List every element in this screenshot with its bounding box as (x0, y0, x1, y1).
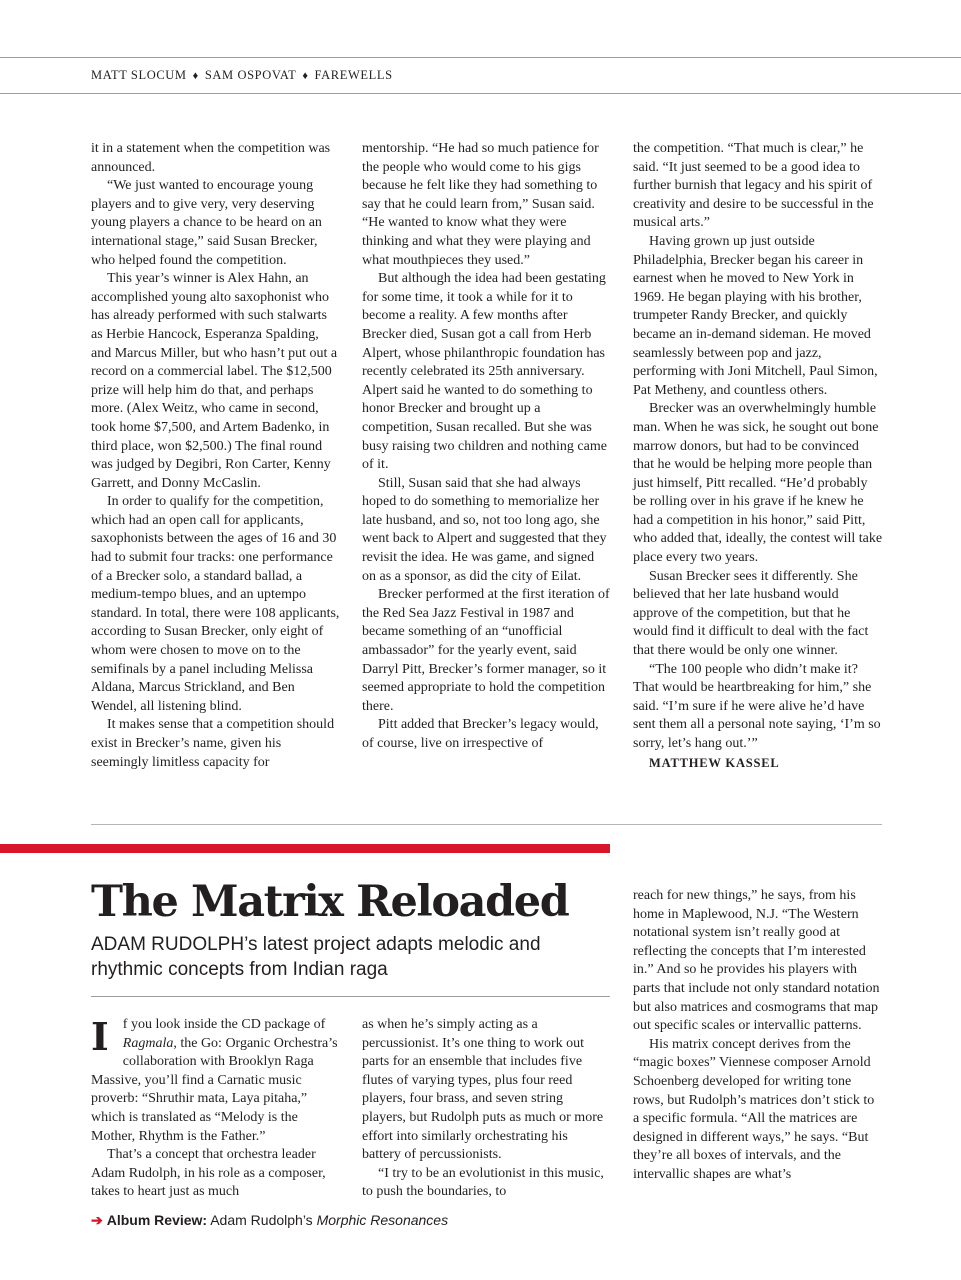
paragraph: Having grown up just outside Philadelphia, Brecker began his career in earnest when he moved to New York in 1969. He began playing with his brother, trumpeter Randy Brecker, and quickly became an in-demand sideman. He moved seamlessly between pop and jazz, performing with Joni Mitchell, Paul Simon, Pat Metheny, and countless others. (633, 233, 878, 398)
header-rule (0, 93, 961, 94)
lead-text: f you look inside the CD package of (122, 1017, 326, 1032)
top-rule (0, 57, 961, 58)
diamond-separator-icon: ♦ (192, 70, 199, 82)
drop-cap: I (91, 1014, 109, 1059)
paragraph: “We just wanted to encourage young players and to give very, very deserving young players a chance to be heard on an international stage,” said Susan Brecker, who helped found the competition. (91, 178, 322, 268)
paragraph: mentorship. “He had so much patience for the people who would come to his gigs because he felt like they had something to say that he could learn from,” Susan said. “He wanted to know what they were thinking and what they were playing and what mouthpieces they used.” (362, 141, 599, 268)
diamond-separator-icon: ♦ (302, 70, 309, 82)
paragraph: That’s a concept that orchestra leader Adam Rudolph, in his role as a composer, takes to heart just as much (91, 1147, 326, 1200)
story2-column-2 (362, 1016, 610, 1202)
accent-bar (0, 844, 610, 853)
deck: ADAM RUDOLPH’s latest project adapts melodic and rhythmic concepts from Indian raga (91, 934, 541, 980)
lead-paragraph (91, 1016, 341, 1146)
paragraph: “I try to be an evolutionist in this music, to push the boundaries, to (362, 1165, 604, 1200)
paragraph: Brecker was an overwhelmingly humble man. When he was sick, he sought out bone marrow donors, but had to be convinced that he would be helping more people than just himself, Pitt recalled. “He’d probably be rolling over in his grave if he knew he had a competition in his honor,” said Pitt, who added that, ideally, the contest will take place every two years. (633, 401, 883, 566)
album-review-text: Adam Rudolph’s (207, 1212, 317, 1228)
section-divider (91, 824, 882, 825)
paragraph: the competition. “That much is clear,” he said. “It just seemed to be a good idea to further burnish that legacy and his spirit of creativity and desire to be successful in the musical arts.” (633, 141, 874, 231)
paragraph: Brecker performed at the first iteration of the Red Sea Jazz Festival in 1987 and became something of an “unofficial ambassador” for the yearly event, said Darryl Pitt, Brecker’s former manager, so it seemed appropriate to hold the competition there. (362, 587, 610, 714)
running-head-item: SAM OSPOVAT (204, 68, 297, 82)
album-review-reference (91, 1212, 448, 1229)
headline: The Matrix Reloaded (91, 877, 569, 927)
story1-column-2 (362, 140, 610, 754)
paragraph: His matrix concept derives from the “magic boxes” Viennese composer Arnold Schoenberg developed for writing tone rows, but Rudolph’s matrices don’t stick to a specific formula. “All the matrices are designed in different ways,” he says. “But they’re all boxes of intervals, and the intervallic shapes are what’s (633, 1036, 875, 1182)
paragraph: This year’s winner is Alex Hahn, an accomplished young alto saxophonist who has already performed with such stalwarts as Herbie Hancock, Esperanza Spalding, and Marcus Miller, but who hasn’t put out a record on a commercial label. The $12,500 prize will help him do that, and perhaps more. (Alex Weitz, who came in second, took home $7,500, and Artem Badenko, in third place, won $2,500.) The final round was judged by Degibri, Ron Carter, Kenny Garrett, and Donny McCaslin. (91, 271, 338, 491)
arrow-right-icon: ➔ (91, 1212, 103, 1228)
running-head-item: FAREWELLS (314, 68, 393, 82)
story2-column-1 (91, 1016, 341, 1202)
paragraph: “The 100 people who didn’t make it? That would be heartbreaking for him,” she said. “I’m sure if he were alive he’d have sent them all a personal note saying, ‘I’m so sorry, let’s hang out.’” (633, 661, 881, 751)
paragraph: It makes sense that a competition should exist in Brecker’s name, given his seemingly limitless capacity for (91, 717, 335, 770)
running-head (91, 68, 393, 83)
paragraph: reach for new things,” he says, from his home in Maplewood, N.J. “The Western notational system isn’t really good at reflecting the concepts that I’m interested in.” And so he provides his players with parts that include not only standard notation but also matrices and cosmograms that map out specific scales or intervallic patterns. (633, 888, 880, 1034)
paragraph: But although the idea had been gestating for some time, it took a while for it to become a reality. A few months after Brecker died, Susan got a call from Herb Alpert, whose philanthropic foundation has recently celebrated its 25th anniversary. Alpert said he wanted to do something to honor Brecker and brought up a competition, Susan recalled. But she was busy raising two children and nothing came of it. (362, 271, 607, 473)
album-review-label: Album Review: (106, 1212, 208, 1228)
deck-rule (91, 996, 610, 997)
story2-column-3 (633, 887, 883, 1185)
byline: MATTHEW KASSEL (649, 755, 780, 770)
story1-column-3 (633, 140, 883, 772)
paragraph: Still, Susan said that she had always hoped to do something to memorialize her late husband, and so, not too long ago, she went back to Alpert and suggested that they revisit the idea. He was game, and signed on as a sponsor, as did the city of Eilat. (362, 475, 607, 584)
paragraph: it in a statement when the competition was announced. (91, 141, 331, 175)
running-head-item: MATT SLOCUM (91, 68, 187, 82)
story1-column-1 (91, 140, 341, 772)
album-review-title: Morphic Resonances (316, 1212, 449, 1228)
paragraph: as when he’s simply acting as a percussionist. It’s one thing to work out parts for an ensemble that includes five flutes of varying types, plus four reed players, four brass, and seven string players, but Rudolph puts as much or more effort into similarly orchestrating his battery of percussionists. (362, 1017, 604, 1163)
paragraph: Susan Brecker sees it differently. She believed that her late husband would approve of the competition, but that he would find it difficult to deal with the fact that there would be only one winner. (633, 568, 869, 659)
album-title: Ragmala (122, 1035, 174, 1051)
lead-text: , the Go: Organic Orchestra’s collaboration with Brooklyn Raga Massive, you’ll find a Carnatic music proverb: “Shruthir mata, Laya pitaha,” which is translated as “Melody is the Mother, Rhythm is the Father.” (91, 1035, 338, 1144)
paragraph: Pitt added that Brecker’s legacy would, of course, live on irrespective of (362, 717, 599, 751)
paragraph: In order to qualify for the competition, which had an open call for applicants, saxophonists between the ages of 16 and 30 had to submit four tracks: one performance of a Brecker solo, a standard ballad, a medium-tempo blues, and an uptempo standard. In total, there were 108 applicants, according to Susan Brecker, only eight of whom were chosen to move on to the semifinals by a panel including Melissa Aldana, Marcus Strickland, and Ben Wendel, all listening blind. (91, 494, 340, 714)
